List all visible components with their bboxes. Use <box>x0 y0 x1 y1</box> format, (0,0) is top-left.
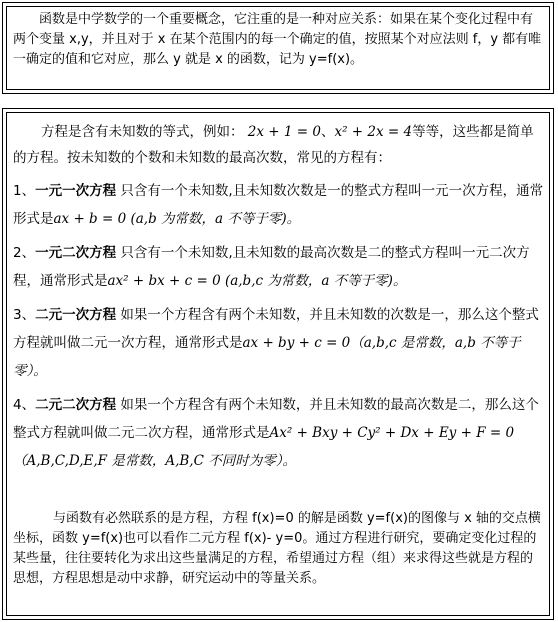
equation-item-3 <box>13 301 545 385</box>
equation-content <box>13 119 545 475</box>
item-term: 二元一次方程 <box>35 307 117 323</box>
equation-closing <box>13 509 545 589</box>
item-formula: ax + by + c = 0（a,b,c 是常数，a,b 不等于零）。 <box>13 335 521 379</box>
item-desc: 只含有一个未知数,且未知数次数是一的整式方程叫一元一次方程，通常形式是 <box>13 183 544 227</box>
item-number: 3、 <box>13 307 36 323</box>
item-term: 二元二次方程 <box>35 397 117 413</box>
equation-intro <box>13 119 545 171</box>
item-desc: 只含有一个未知数,且未知数的最高次数是二的整式方程叫一元二次方程，通常形式是 <box>13 245 530 289</box>
intro-eq-1: 2x + 1 = 0 <box>247 124 321 140</box>
intro-sep: 、 <box>320 124 335 140</box>
equation-item-1 <box>13 177 545 233</box>
intro-text-1: 方程是含有未知数的等式，例如： <box>41 124 244 140</box>
closing-text: 与函数有必然联系的是方程，方程 f(x)=0 的解是函数 y=f(x)的图像与 x 轴的交点横坐标，函数 y=f(x)也可以看作二元方程 f(x)- y=0。通过方程进行研究，要确定变化过程的某些量，往往要转化为求出这些量满足的方程，希望通过方程（组）来求得这些就是方程的思想，方程思想是动中求静，研究运动中的等量关系。 <box>13 511 541 586</box>
intro-text-2: 等等，这些都是简单的方程。按未知数的个数和未知数的最高次数，常见的方程有： <box>13 124 534 166</box>
equation-item-4 <box>13 391 545 475</box>
equation-box <box>2 108 554 620</box>
function-definition-paragraph: 函数是中学数学的一个重要概念，它注重的是一种对应关系：如果在某个变化过程中有两个变量 x,y，并且对于 x 在某个范围内的每一个确定的值，按照某个对应法则 f，y 都有唯一确定的值和它对应，那么 y 就是 x 的函数，记为 y=f(x)。 <box>13 12 542 67</box>
item-number: 1、 <box>13 183 36 199</box>
item-number: 2、 <box>13 245 36 261</box>
equation-item-2 <box>13 239 545 295</box>
intro-eq-2: x² + 2x = 4 <box>334 124 413 140</box>
item-formula: ax² + bx + c = 0 (a,b,c 为常数，a 不等于零)。 <box>107 273 407 289</box>
item-formula: ax + b = 0 (a,b 为常数，a 不等于零)。 <box>53 211 301 227</box>
item-term: 一元二次方程 <box>35 245 117 261</box>
item-formula: Ax² + Bxy + Cy² + Dx + Ey + F = 0（A,B,C,D,E,F 是常数，A,B,C 不同时为零）。 <box>13 425 515 469</box>
function-definition-text <box>13 10 543 70</box>
item-number: 4、 <box>13 397 36 413</box>
function-definition-box <box>2 2 554 94</box>
item-desc: 如果一个方程含有两个未知数，并且未知数的次数是一，那么这个整式方程就叫做二元一次方程，通常形式是 <box>13 307 539 351</box>
item-desc: 如果一个方程含有两个未知数，并且未知数的最高次数是二，那么这个整式方程就叫做二元二次方程，通常形式是 <box>13 397 539 441</box>
item-term: 一元一次方程 <box>35 183 117 199</box>
